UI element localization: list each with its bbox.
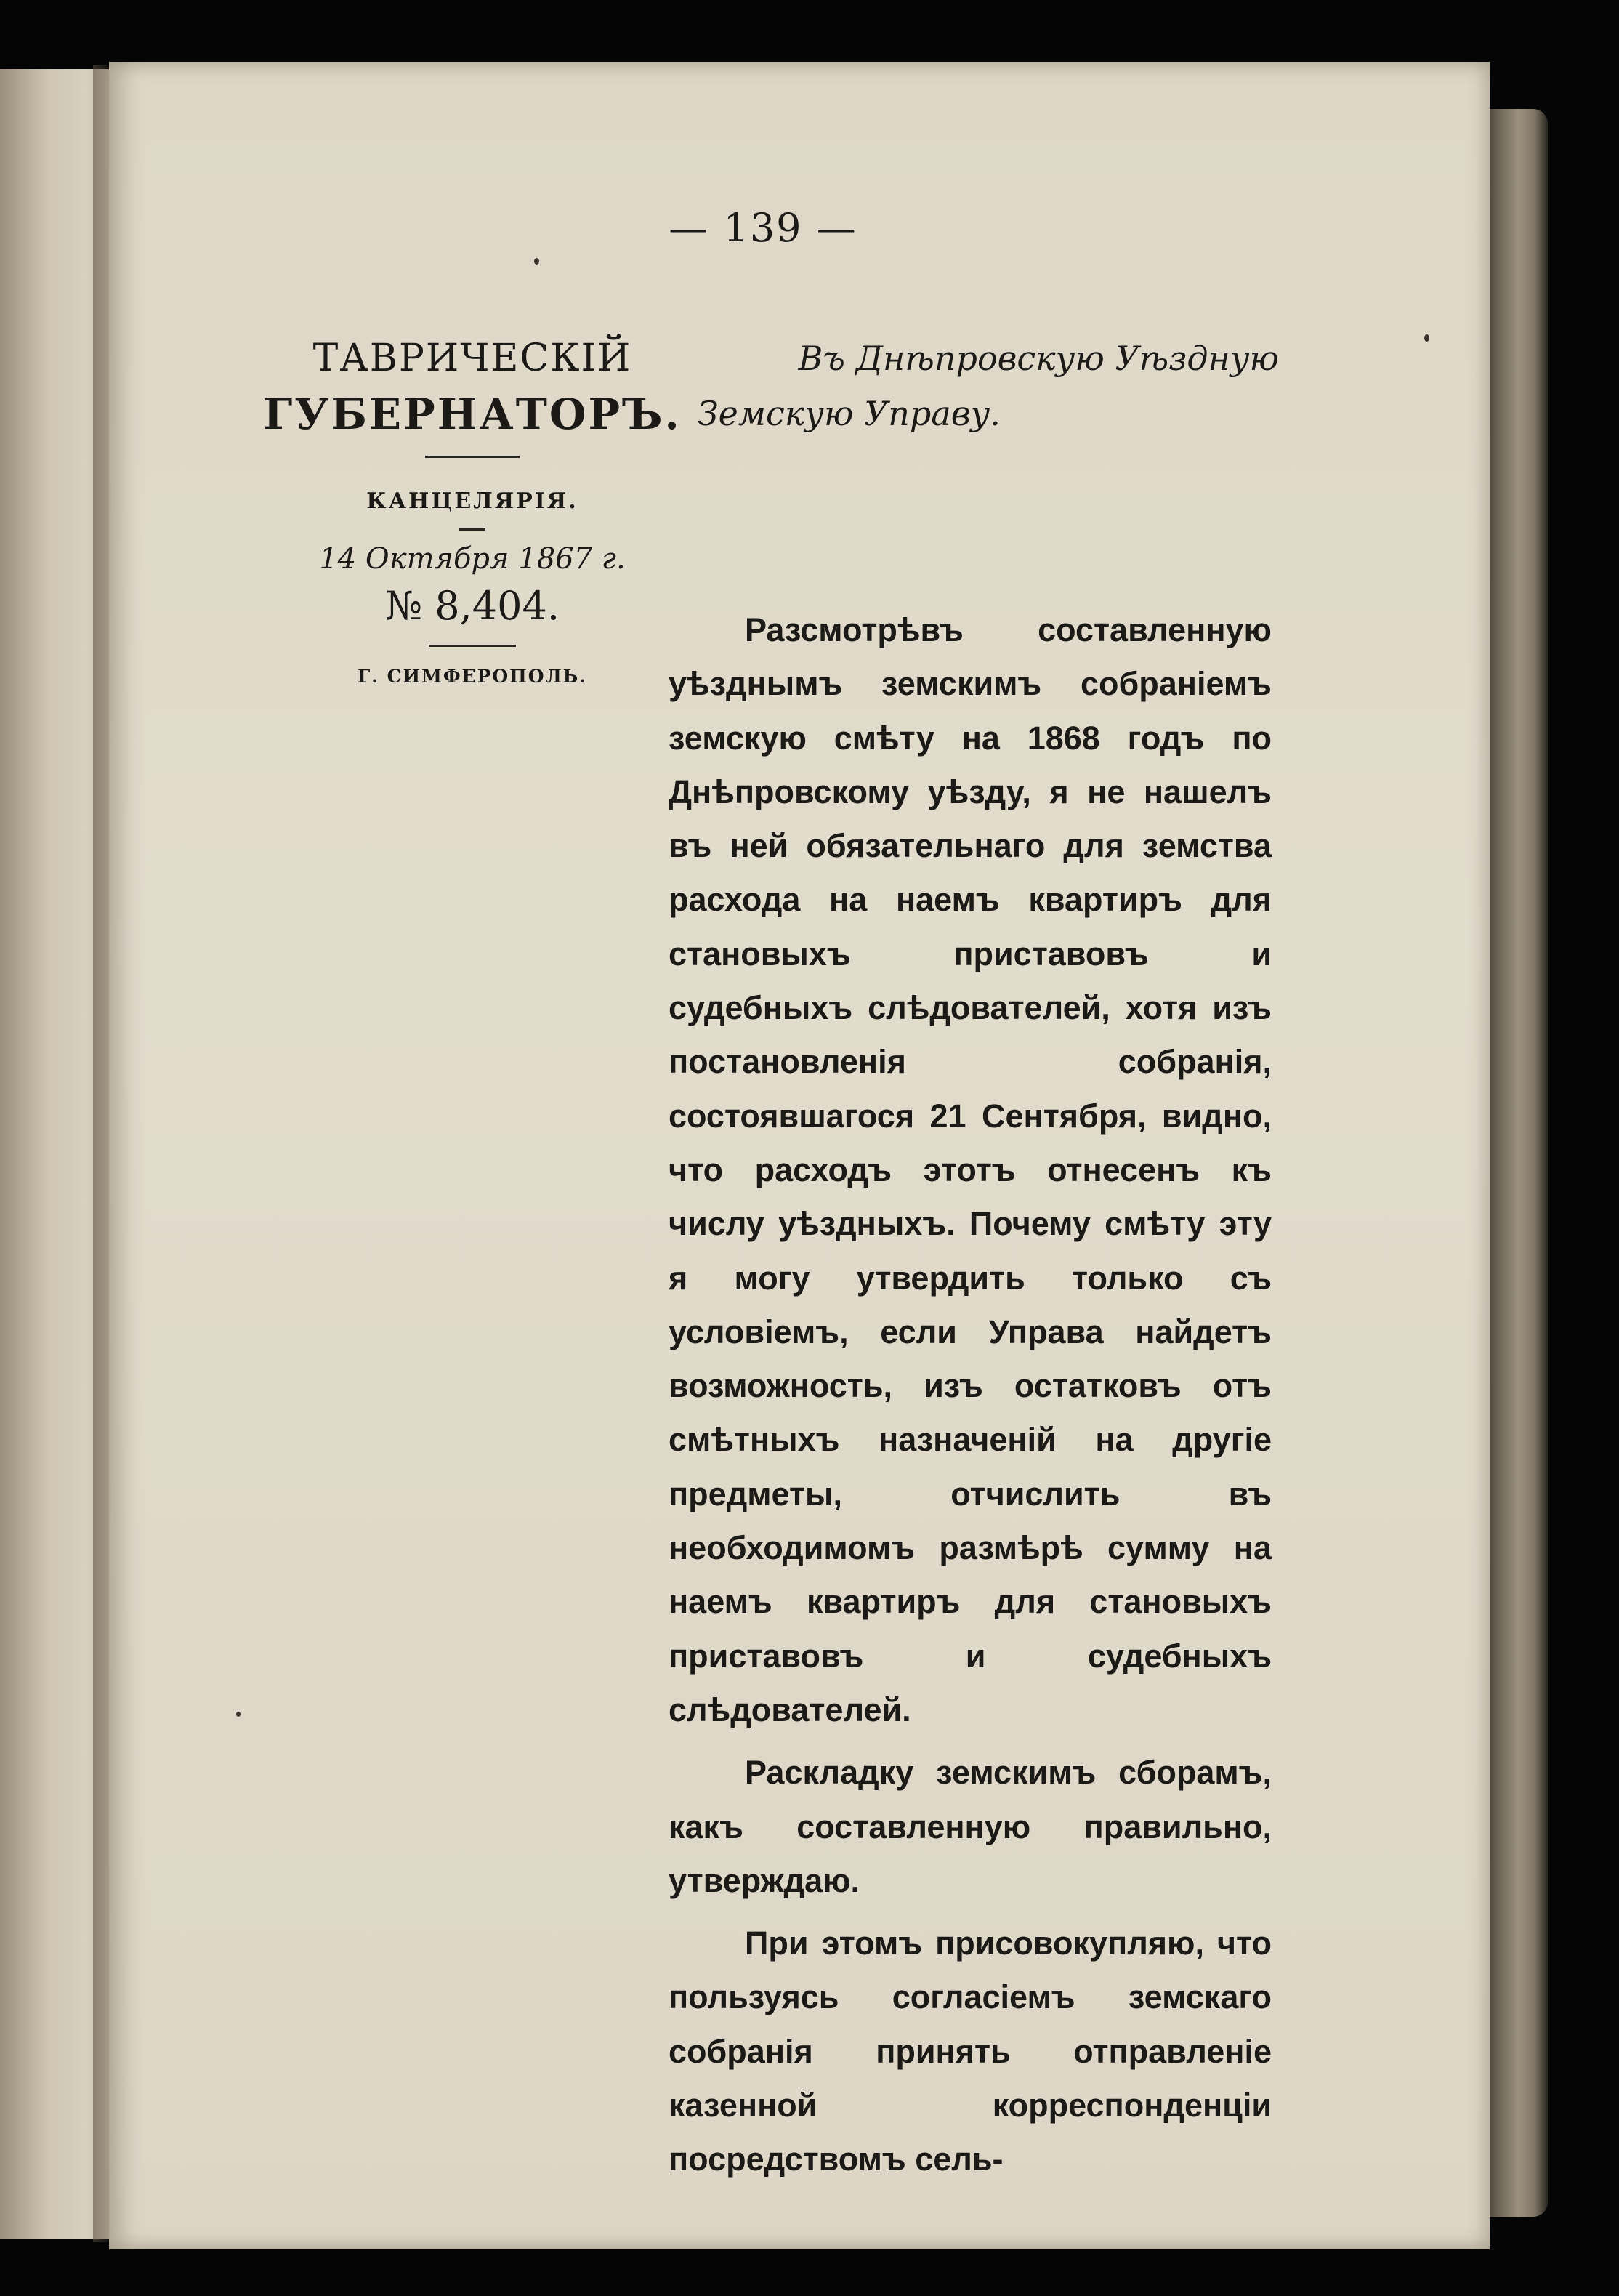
sender-office: КАНЦЕЛЯРІЯ.: [366, 488, 578, 514]
page-stack-edge: [1482, 109, 1548, 2217]
sender-title-line2: ГУБЕРНАТОРЪ.: [263, 390, 682, 439]
letter-number: № 8,404.: [384, 583, 560, 629]
addressee-line1: Въ Днѣпровскую Уѣздную: [798, 339, 1279, 378]
divider-rule-short: [459, 528, 485, 531]
body-paragraph: Разсмотрѣвъ составленную уѣзднымъ земскимъ собраніемъ земскую смѣту на 1868 годъ по Днѣпровскому уѣзду, я не нашелъ въ ней обязательнаго для земства расхода на наемъ квартиръ для становыхъ приставовъ и судебныхъ слѣдователей, хотя изъ постановленія собранія, состоявшагося 21 Сентября, видно, что расходъ этотъ отнесенъ къ числу уѣздныхъ. Почему смѣту эту я могу утвердить только съ условіемъ, если Управа найдетъ возможность, изъ остатковъ отъ смѣтныхъ назначеній на другіе предметы, отчислить въ необходимомъ размѣрѣ сумму на наемъ квартиръ для становыхъ приставовъ и судебныхъ слѣдователей.: [669, 611, 1272, 1728]
letter-body: [669, 603, 1272, 2196]
divider-rule: [425, 456, 520, 458]
sender-city: Г. СИМФЕРОПОЛЬ.: [357, 666, 588, 687]
body-paragraph: Раскладку земскимъ сборамъ, какъ составленную правильно, утверждаю.: [669, 1754, 1272, 1899]
sender-title-line1: ТАВРИЧЕСКІЙ: [312, 337, 632, 380]
page-number: — 139 —: [669, 205, 857, 251]
letter-date: 14 Октября 1867 г.: [319, 542, 626, 576]
addressee-block: [698, 331, 1279, 441]
addressee-line2: Земскую Управу.: [698, 394, 1001, 433]
body-paragraph: При этомъ присовокупляю, что пользуясь согласіемъ земскаго собранія принять отправленіе казенной корреспонденціи посредствомъ сель-: [669, 1925, 1272, 2178]
divider-rule: [429, 645, 516, 647]
sender-block: [240, 331, 705, 687]
